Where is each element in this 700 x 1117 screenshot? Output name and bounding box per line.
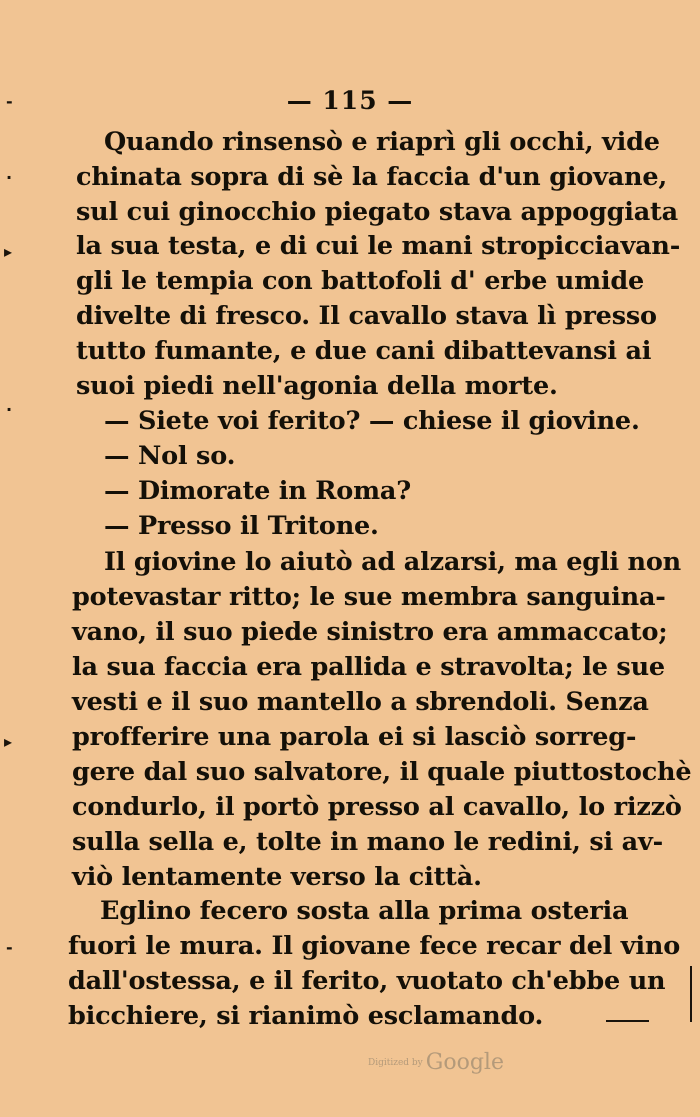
watermark-prefix: Digitized by [368, 1057, 423, 1068]
text-line: Il giovine lo aiutò ad alzarsi, ma egli non [104, 547, 682, 577]
text-line: sul cui ginocchio piegato stava appoggiata [76, 197, 678, 227]
margin-mark: ▸ [4, 242, 13, 261]
text-line: gli le tempia con battofoli d' erbe umide [76, 266, 645, 296]
margin-mark: ▸ [4, 732, 13, 751]
google-logo: Google [425, 1050, 504, 1075]
margin-mark: · [6, 168, 13, 187]
dialogue-line: — Nol so. [104, 441, 236, 471]
dialogue-line: — Presso il Tritone. [104, 511, 379, 541]
margin-mark: - [6, 92, 13, 111]
text-line: tutto fumante, e due cani dibattevansi ai [76, 336, 652, 366]
margin-mark: - [6, 938, 13, 957]
dialogue-line: — Dimorate in Roma? [104, 476, 411, 506]
text-line: chinata sopra di sè la faccia d'un giovane, [76, 162, 668, 192]
page-number: — 115 — [286, 86, 414, 115]
horizontal-rule [606, 1020, 649, 1022]
margin-mark: · [6, 400, 13, 419]
text-line: divelte di fresco. Il cavallo stava lì presso [76, 301, 657, 331]
text-line: profferire una parola ei si lasciò sorreg- [72, 722, 637, 752]
dialogue-line: — Siete voi ferito? — chiese il giovine. [104, 406, 640, 436]
text-line: potevastar ritto; le sue membra sanguina- [72, 582, 666, 612]
text-line: condurlo, il portò presso al cavallo, lo rizzò [72, 792, 682, 822]
text-line: viò lentamente verso la città. [72, 862, 482, 892]
text-line: vano, il suo piede sinistro era ammaccato; [72, 617, 668, 647]
text-line: suoi piedi nell'agonia della morte. [76, 371, 558, 401]
text-line: dall'ostessa, e il ferito, vuotato ch'ebbe un [68, 966, 666, 996]
text-line: vesti e il suo mantello a sbrendoli. Senza [72, 687, 649, 717]
margin-bar [690, 966, 692, 1022]
text-line: bicchiere, si rianimò esclamando. [68, 1001, 544, 1031]
watermark [368, 1050, 504, 1075]
text-line: la sua faccia era pallida e stravolta; le sue [72, 652, 665, 682]
text-line: Eglino fecero sosta alla prima osteria [100, 896, 629, 926]
text-line: sulla sella e, tolte in mano le redini, si av- [72, 827, 663, 857]
text-line: la sua testa, e di cui le mani stropicciavan- [76, 231, 681, 261]
text-line: Quando rinsensò e riaprì gli occhi, vide [104, 127, 660, 157]
text-line: gere dal suo salvatore, il quale piuttostochè [72, 757, 692, 787]
text-line: fuori le mura. Il giovane fece recar del vino [68, 931, 681, 961]
